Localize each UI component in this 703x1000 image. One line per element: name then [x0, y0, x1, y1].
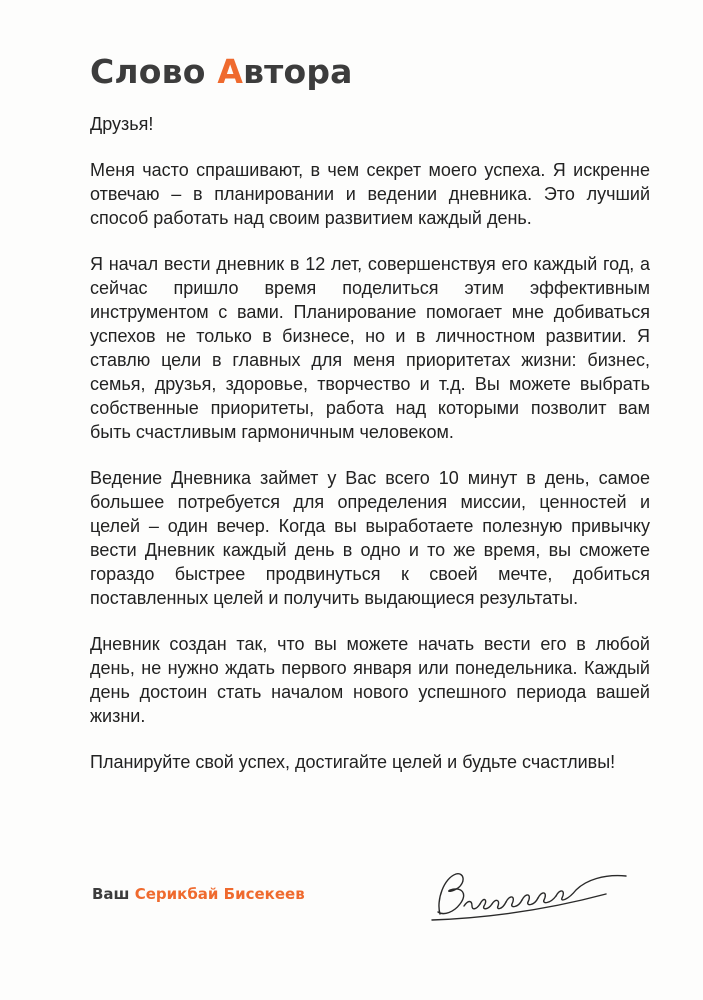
author-name: Серикбай Бисекеев — [134, 885, 305, 903]
title-accent-letter: А — [217, 52, 244, 91]
signature-line — [92, 884, 305, 904]
closing-paragraph: Планируйте свой успех, достигайте целей и будьте счастливы! — [90, 752, 616, 772]
paragraph-2: Я начал вести дневник в 12 лет, совершенствуя его каждый год, а сейчас пришло время поделиться этим эффективным инструментом с вами. Планирование помогает мне добиваться успехов не только в бизнесе, но и в личностном развитии. Я ставлю цели в главных для меня приоритетах жизни: бизнес, семья, друзья, здоровье, творчество и т.д. Вы можете выбрать собственные приоритеты, работа над которыми позволит вам быть счастливым гармоничным человеком. — [90, 254, 650, 442]
paragraph-3: Ведение Дневника займет у Вас всего 10 минут в день, самое большее потребуется для определения миссии, ценностей и целей – один вечер. Когда вы выработаете полезную привычку вести Дневник каждый день в одно и то же время, вы сможете гораздо быстрее продвинуться к своей мечте, добиться поставленных целей и получить выдающиеся результаты. — [90, 468, 650, 608]
signature-block — [90, 876, 650, 936]
handwritten-signature — [426, 860, 636, 928]
title-part-2: втора — [243, 52, 353, 91]
letter-body — [90, 50, 650, 774]
paragraph-4: Дневник создан так, что вы можете начать вести его в любой день, не нужно ждать первого января или понедельника. Каждый день достоин стать началом нового успешного периода вашей жизни. — [90, 634, 650, 726]
signature-prefix: Ваш — [92, 885, 135, 903]
page-title — [90, 50, 650, 94]
paragraph-1: Меня часто спрашивают, в чем секрет моего успеха. Я искренне отвечаю – в планировании и ведении дневника. Это лучший способ работать над своим развитием каждый день. — [90, 160, 650, 228]
title-part-1: Слово — [90, 52, 218, 91]
greeting: Друзья! — [90, 114, 154, 134]
